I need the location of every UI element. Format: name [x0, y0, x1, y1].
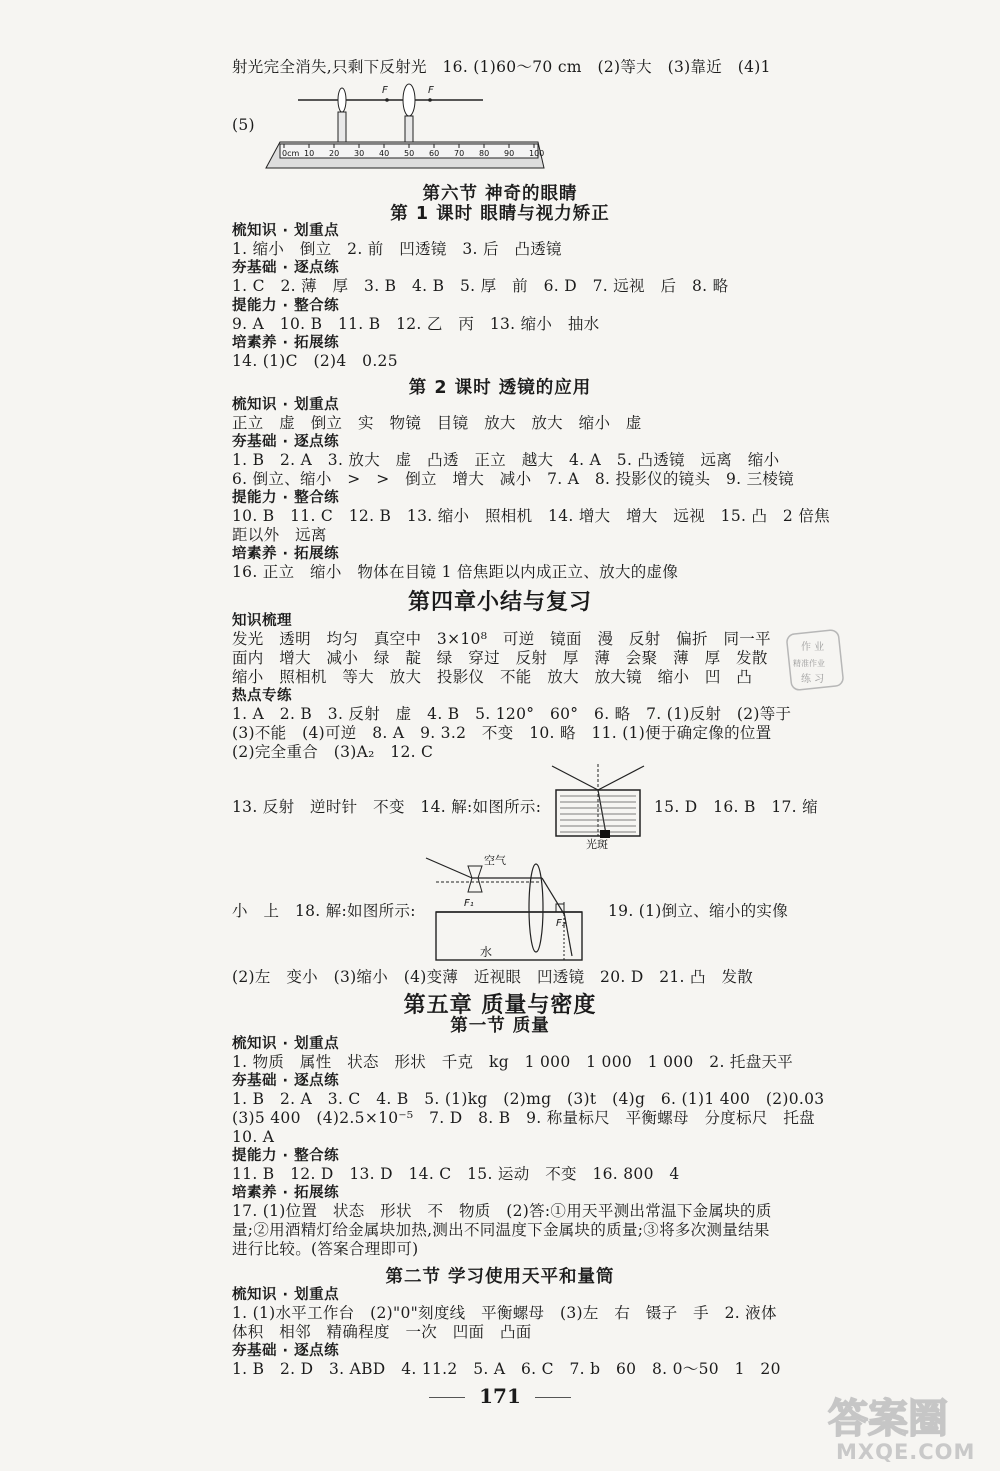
section-heading: 梳知识 · 划重点 [232, 1036, 340, 1052]
answer-line: (3)5 400 (4)2.5×10⁻⁵ 7. D 8. B 9. 称量标尺 平衡螺母 分度标尺 托盘 [232, 1109, 815, 1127]
bench-tick-label: 100 [529, 149, 545, 158]
answer-line: 1. B 2. D 3. ABD 4. 11.2 5. A 6. C 7. b 60 8. 0～50 1 20 [232, 1360, 781, 1378]
chapter-title: 第五章 质量与密度 [403, 992, 597, 1018]
answer-line: 11. B 12. D 13. D 14. C 15. 运动 不变 16. 800 4 [232, 1165, 680, 1183]
bench-tick-label: 30 [354, 149, 365, 158]
bench-tick-label: 10 [304, 149, 315, 158]
bench-tick-label: 60 [429, 149, 440, 158]
answer-line: 量;②用酒精灯给金属块加热,测出不同温度下金属块的质量;③将多次测量结果 [232, 1221, 770, 1239]
answer-line: 缩小 照相机 等大 放大 投影仪 不能 放大 放大镜 缩小 凹 凸 [232, 668, 753, 686]
answer-line: 13. 反射 逆时针 不变 14. 解:如图所示: [232, 798, 542, 816]
figure-label: F₁ [464, 898, 474, 909]
answer-line: (5) [232, 116, 255, 134]
section-heading: 提能力 · 整合练 [232, 1148, 340, 1164]
section-title: 第一节 质量 [450, 1016, 550, 1036]
answer-line: 1. B 2. A 3. C 4. B 5. (1)kg (2)mg (3)t (4)g 6. (1)1 400 (2)0.03 [232, 1090, 825, 1108]
answer-line: 10. B 11. C 12. B 13. 缩小 照相机 14. 增大 增大 远视 15. 凸 2 倍焦 [232, 507, 830, 525]
ink-stamp [785, 628, 845, 692]
answer-line: 1. 物质 属性 状态 形状 千克 kg 1 000 1 000 1 000 2. 托盘天平 [232, 1053, 794, 1071]
bench-tick-label: 70 [454, 149, 465, 158]
section-heading: 培素养 · 拓展练 [232, 546, 340, 562]
bench-tick-label: 0cm [282, 149, 300, 158]
watermark-glyph: 答案圈 [828, 1396, 948, 1442]
figure-label: 水 [480, 945, 493, 959]
section-heading: 培素养 · 拓展练 [232, 1185, 340, 1201]
section-heading: 夯基础 · 逐点练 [232, 1343, 340, 1359]
section-heading: 梳知识 · 划重点 [232, 1287, 340, 1303]
section-heading: 夯基础 · 逐点练 [232, 434, 340, 450]
answer-line: 1. B 2. A 3. 放大 虚 凸透 正立 越大 4. A 5. 凸透镜 远离 缩小 [232, 451, 780, 469]
focus-label: F [382, 85, 388, 96]
answer-line: (2)完全重合 (3)A₂ 12. C [232, 743, 434, 761]
section-heading: 知识梳理 [232, 613, 292, 629]
answer-line: (2)左 变小 (3)缩小 (4)变薄 近视眼 凹透镜 20. D 21. 凸 发散 [232, 968, 754, 986]
section-heading: 梳知识 · 划重点 [232, 223, 340, 239]
lesson-title: 第 2 课时 透镜的应用 [408, 378, 592, 398]
section-title: 第二节 学习使用天平和量筒 [385, 1267, 615, 1287]
focus-label: F [428, 85, 434, 96]
section-heading: 提能力 · 整合练 [232, 490, 340, 506]
figure-label: F₂ [556, 918, 566, 929]
answer-line: 1. 缩小 倒立 2. 前 凹透镜 3. 后 凸透镜 [232, 240, 562, 258]
water-tank-figure [548, 762, 648, 850]
bench-tick-label: 40 [379, 149, 390, 158]
watermark-site: MXQE.COM [836, 1440, 976, 1464]
answer-line: 6. 倒立、缩小 > > 倒立 增大 减小 7. A 8. 投影仪的镜头 9. 三棱镜 [232, 470, 794, 488]
answer-line: 面内 增大 减小 绿 靛 绿 穿过 反射 厚 薄 会聚 薄 厚 发散 [232, 649, 768, 667]
section-heading: 培素养 · 拓展练 [232, 335, 340, 351]
bench-tick-label: 90 [504, 149, 515, 158]
answer-line: 1. (1)水平工作台 (2)"0"刻度线 平衡螺母 (3)左 右 镊子 手 2. 液体 [232, 1304, 777, 1322]
figure-label: 光斑 [586, 838, 608, 850]
section-heading: 提能力 · 整合练 [232, 298, 340, 314]
section-title: 第六节 神奇的眼睛 [422, 184, 578, 204]
stamp-text: 练 习 [801, 674, 825, 685]
section-heading: 夯基础 · 逐点练 [232, 1073, 340, 1089]
bench-tick-label: 50 [404, 149, 415, 158]
lens-refraction-figure [424, 852, 584, 964]
answer-line: 19. (1)倒立、缩小的实像 [608, 902, 789, 920]
page-number: 171 [0, 1384, 1000, 1408]
answer-line: 1. C 2. 薄 厚 3. B 4. B 5. 厚 前 6. D 7. 远视 后 8. 略 [232, 277, 729, 295]
answer-line: 10. A [232, 1128, 275, 1146]
figure-label: 空气 [484, 854, 506, 867]
answer-line: 射光完全消失,只剩下反射光 16. (1)60～70 cm (2)等大 (3)靠近 (4)1 [232, 58, 771, 76]
stamp-text: 作 业 [801, 642, 825, 653]
lesson-title: 第 1 课时 眼睛与视力矫正 [390, 204, 610, 224]
bench-tick-label: 20 [329, 149, 340, 158]
answer-line: 14. (1)C (2)4 0.25 [232, 352, 398, 370]
answer-line: 体积 相邻 精确程度 一次 凹面 凸面 [232, 1323, 532, 1341]
answer-line: 发光 透明 均匀 真空中 3×10⁸ 可逆 镜面 漫 反射 偏折 同一平 [232, 630, 771, 648]
answer-line: 15. D 16. B 17. 缩 [654, 798, 818, 816]
answer-line: (3)不能 (4)可逆 8. A 9. 3.2 不变 10. 略 11. (1)便于确定像的位置 [232, 724, 772, 742]
answer-line: 9. A 10. B 11. B 12. 乙 丙 13. 缩小 抽水 [232, 315, 600, 333]
answer-line: 17. (1)位置 状态 形状 不 物质 (2)答:①用天平测出常温下金属块的质 [232, 1202, 772, 1220]
answer-line: 距以外 远离 [232, 526, 327, 544]
section-heading: 夯基础 · 逐点练 [232, 260, 340, 276]
section-heading: 热点专练 [232, 688, 292, 704]
answer-line: 正立 虚 倒立 实 物镜 目镜 放大 放大 缩小 虚 [232, 414, 642, 432]
stamp-text: 精准作业 [793, 659, 825, 668]
section-heading: 梳知识 · 划重点 [232, 397, 340, 413]
answer-line: 1. A 2. B 3. 反射 虚 4. B 5. 120° 60° 6. 略 7. (1)反射 (2)等于 [232, 705, 792, 723]
answer-line: 16. 正立 缩小 物体在目镜 1 倍焦距以内成正立、放大的虚像 [232, 563, 679, 581]
answer-line: 进行比较。(答案合理即可) [232, 1240, 419, 1258]
bench-tick-label: 80 [479, 149, 490, 158]
chapter-title: 第四章小结与复习 [407, 589, 592, 615]
answer-line: 小 上 18. 解:如图所示: [232, 902, 416, 920]
optical-bench-figure [258, 80, 548, 170]
